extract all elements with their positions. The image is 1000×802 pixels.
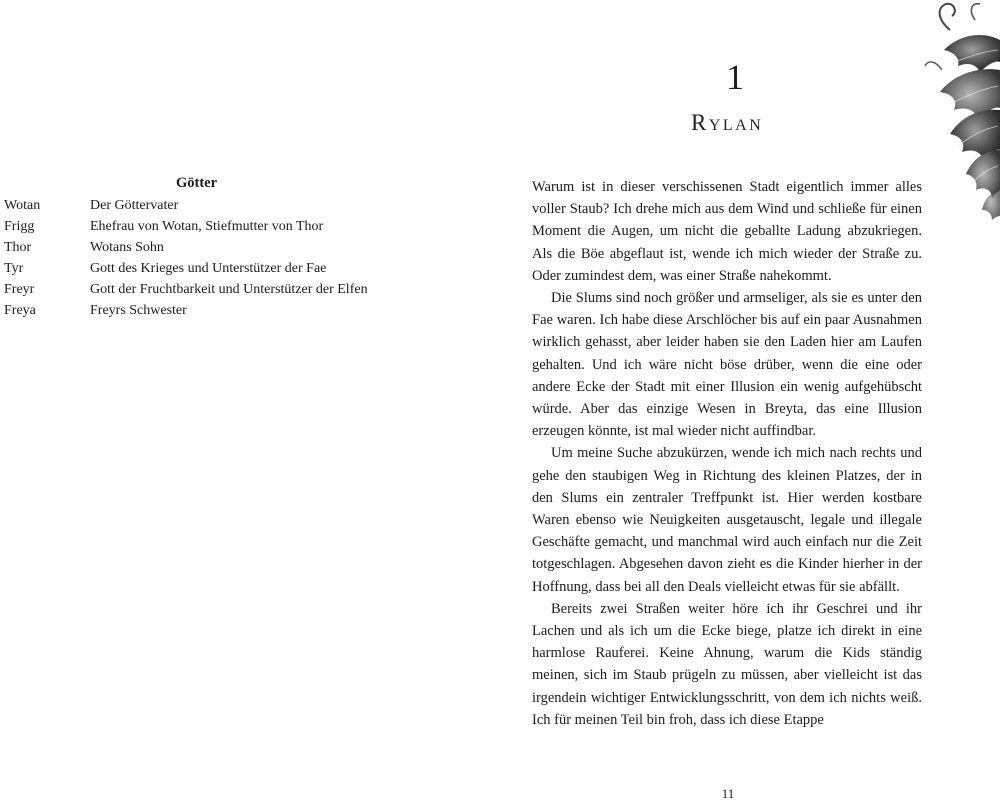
- paragraph: Bereits zwei Straßen weiter höre ich ihr Geschrei und ihr Lachen und als ich um die Ecke biege, platze ich direkt in eine harmlose Rauferei. Keine Ahnung, warum die Kids ständig meinen, sich im Staub prügeln zu müssen, aber vielleicht ist das irgendein wichtiger Entwicklungsschritt, von dem ich nichts weiß. Ich für meinen Teil bin froh, dass ich diese Etappe: [532, 600, 922, 728]
- gods-row: [4, 237, 494, 258]
- chapter-body-text: [532, 176, 922, 731]
- paragraph: Warum ist in dieser verschissenen Stadt eigentlich immer alles voller Staub? Ich drehe mich aus dem Wind und schließe für einen Moment die Augen, um nicht die geballte Ladung abzukriegen. Als die Böe abgeflaut ist, wende ich mich wieder der Straße zu. Oder zumindest dem, was einer Straße nahekommt.: [532, 179, 922, 284]
- god-description: Der Göttervater: [90, 198, 179, 213]
- left-page: [0, 0, 500, 800]
- god-name: Wotan: [4, 198, 41, 213]
- gods-row: [4, 300, 494, 321]
- god-description: Freyrs Schwester: [90, 303, 187, 318]
- god-description: Gott des Krieges und Unterstützer der Fae: [90, 261, 327, 276]
- paragraph: Um meine Suche abzukürzen, wende ich mich nach rechts und gehe den staubigen Weg in Richtung des kleinen Platzes, der in den Slums ein zentraler Treffpunkt ist. Hier werden kostbare Waren ebenso wie Neuigkeiten ausgetauscht, legale und illegale Geschäfte gemacht, und manchmal wird auch einfach nur die Zeit totgeschlagen. Abgesehen davon zieht es die Kinder hierher in der Hoffnung, dass bei all den Deals vielleicht etwas für sie abfällt.: [532, 445, 922, 595]
- gods-row: [4, 258, 494, 279]
- gods-row: [4, 279, 494, 300]
- god-description: Gott der Fruchtbarkeit und Unterstützer der Elfen: [90, 282, 368, 297]
- gods-row: [4, 216, 494, 237]
- page-number: 11: [721, 786, 735, 801]
- gods-heading: Götter: [176, 175, 218, 191]
- god-description: Ehefrau von Wotan, Stiefmutter von Thor: [90, 219, 324, 234]
- right-page: [500, 0, 1000, 800]
- god-name: Tyr: [4, 261, 24, 276]
- paragraph: Die Slums sind noch größer und armseliger, als sie es unter den Fae waren. Ich habe diese Arschlöcher bis auf ein paar Ausnahmen wirklich gehasst, aber leider haben sie den Laden hier am Laufen gehalten. Und ich wäre nicht böse drüber, wenn die eine oder andere Ecke der Stadt mit einer Illusion ein wenig aufgehübscht würde. Aber das einzige Wesen in Breyta, das eine Illusion erzeugen könnte, ist mal wieder nicht auffindbar.: [532, 290, 922, 440]
- god-name: Freya: [4, 303, 36, 318]
- god-name: Frigg: [4, 219, 35, 234]
- gods-list: [4, 195, 494, 321]
- chapter-title: Rylan: [691, 110, 764, 135]
- god-name: Freyr: [4, 282, 35, 297]
- gods-row: [4, 195, 494, 216]
- god-name: Thor: [4, 240, 32, 255]
- chapter-number: 1: [726, 57, 744, 97]
- god-description: Wotans Sohn: [90, 240, 164, 255]
